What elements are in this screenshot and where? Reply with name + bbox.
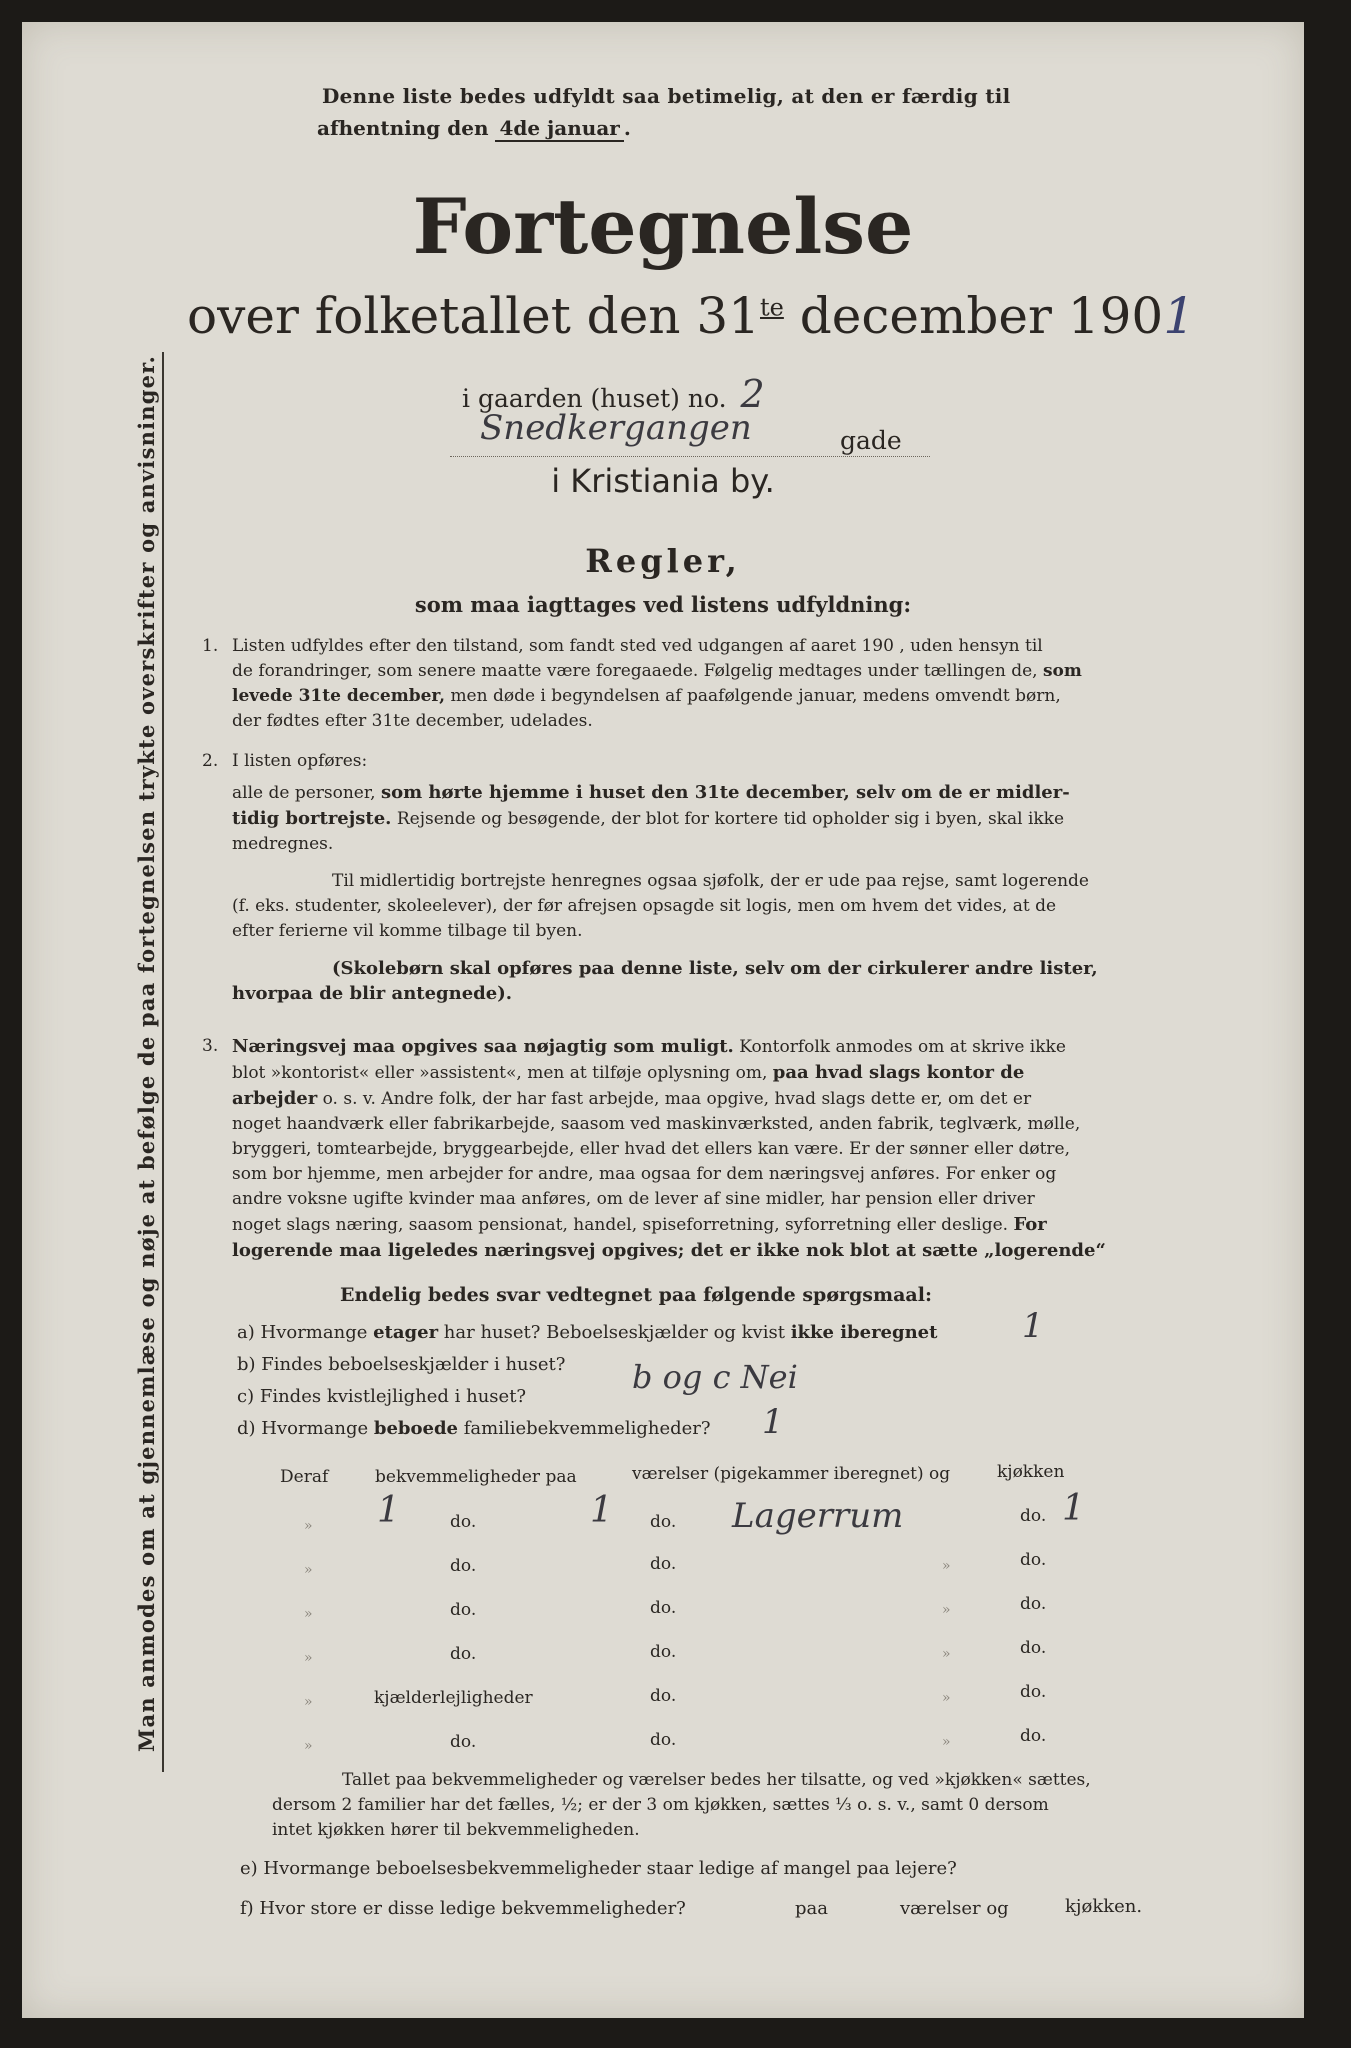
question-b-text: Findes beboelseskjælder i huset? (261, 1354, 566, 1375)
header-notice-suffix: . (623, 116, 631, 140)
table-row-do1: do. (450, 1644, 477, 1664)
rule-2-number: 2. (202, 751, 219, 771)
table-row-do3: do. (1020, 1638, 1047, 1658)
street-label: gade (840, 426, 902, 455)
header-notice-line1: Denne liste bedes udfyldt saa betimelig, at den er færdig til (322, 84, 1011, 108)
question-a-text1: Hvormange (260, 1322, 368, 1343)
subtitle-prefix: over folketallet den 31 (187, 287, 760, 345)
table-row1-count: 1 (377, 1490, 400, 1531)
rule-2-para2-line3: efter ferierne vil komme tilbage til byen. (232, 921, 583, 941)
table-header-kjokken: kjøkken (997, 1462, 1065, 1482)
rule-3-line2a: blot »kontorist« eller »assistent«, men at tilføje oplysning om, (232, 1063, 768, 1083)
question-a-letter: a) (237, 1322, 255, 1343)
rule-3-line9: logerende maa ligeledes næringsvej opgives; det er ikke nok blot at sætte „logerende“ (232, 1240, 1106, 1261)
rule-2-line2a: alle de personer, (232, 783, 376, 803)
table-row-do2: do. (650, 1642, 677, 1662)
question-d-text2: familiebekvemmeligheder? (463, 1418, 711, 1439)
rule-2-line1: I listen opføres: (232, 751, 368, 771)
table-row-kjaelder: kjælderlejligheder (374, 1688, 533, 1708)
table-row1-note: Lagerrum (732, 1496, 904, 1536)
footnote-line1: Tallet paa bekvemmeligheder og værelser bedes her tilsatte, og ved »kjøkken« sættes, (342, 1770, 1091, 1790)
table-row1-do3: do. (1020, 1506, 1047, 1526)
table-row-do3: do. (1020, 1682, 1047, 1702)
rule-3-number: 3. (202, 1036, 219, 1056)
question-f (240, 1896, 1143, 1919)
question-f-paa: paa (795, 1898, 828, 1919)
table-ditto: » (942, 1734, 951, 1750)
header-notice-prefix: afhentning den (317, 116, 489, 140)
question-c (237, 1386, 526, 1407)
question-e-text: Hvormange beboelsesbekvemmeligheder staar ledige af mangel paa lejere? (263, 1858, 957, 1879)
rule-1 (202, 634, 1157, 734)
table-ditto: » (304, 1562, 313, 1578)
rule-2-line3a: tidig bortrejste. (232, 808, 392, 829)
rule-1-line3b: men døde i begyndelsen af paafølgende januar, medens omvendt børn, (450, 686, 1061, 706)
question-a (237, 1322, 937, 1343)
rule-2-para2-line2: (f. eks. studenter, skoleelever), der før afrejsen opsagde sit logis, men om hvem det vides, at de (232, 896, 1057, 916)
rule-3-line2b: paa hvad slags kontor de (772, 1062, 1025, 1083)
table-header-bekv: bekvemmeligheder paa (375, 1467, 577, 1487)
rule-3-line6: som bor hjemme, men arbejder for andre, maa ogsaa for dem næringsvej anføres. For enker og (232, 1164, 1057, 1184)
rule-3-line3a: arbejder (232, 1088, 318, 1109)
rule-2-line2b: som hørte hjemme i huset den 31te december, selv om de er midler- (380, 782, 1070, 803)
rule-3-line1b: Kontorfolk anmodes om at skrive ikke (739, 1037, 1066, 1057)
question-d-bold1: beboede (373, 1418, 459, 1439)
question-f-vaerelser: værelser og (900, 1898, 1009, 1919)
table-row1-do2: do. (650, 1512, 677, 1532)
rule-1-line2b: som (1042, 661, 1082, 681)
rules-heading: Regler, (585, 542, 741, 580)
table-row-do2: do. (650, 1598, 677, 1618)
handwritten-year: 1 (1163, 287, 1196, 345)
table-ditto: » (942, 1602, 951, 1618)
side-instruction: Man anmodes om at gjennemlæse og nøje at befølge de paa fortegnelsen trykte overskrifter og anvisninger. (134, 354, 159, 1752)
question-f-text: Hvor store er disse ledige bekvemmeligheder? (259, 1898, 686, 1919)
question-a-answer: 1 (1022, 1306, 1044, 1346)
footnote-line2: dersom 2 familier har det fælles, ½; er der 3 om kjøkken, sættes ⅓ o. s. v., samt 0 dersom (272, 1795, 1049, 1815)
rule-1-line2a: de forandringer, som senere maatte være foregaaede. Følgelig medtages under tællingen de, (232, 661, 1038, 681)
table-header-vaer: værelser (pigekammer iberegnet) og (632, 1464, 951, 1484)
rule-3-line4: noget haandværk eller fabrikarbejde, saasom ved maskinværksted, anden fabrik, teglværk, mølle, (232, 1114, 1081, 1134)
question-a-bold2: ikke iberegnet (790, 1322, 938, 1343)
rule-2-line4: medregnes. (232, 834, 334, 854)
rule-3-line8b: For (1013, 1214, 1047, 1235)
table-ditto: » (942, 1690, 951, 1706)
rule-1-line4: der fødtes efter 31te december, udelades. (232, 711, 593, 731)
rule-3-line1a: Næringsvej maa opgives saa nøjagtig som muligt. (232, 1036, 734, 1057)
question-a-bold1: etager (373, 1322, 439, 1343)
table-ditto: » (304, 1694, 313, 1710)
rules-subheading: som maa iagttages ved listens udfyldning: (414, 592, 912, 617)
table-row-do3: do. (1020, 1594, 1047, 1614)
question-c-letter: c) (237, 1386, 255, 1407)
footnote (272, 1768, 1172, 1843)
rule-2-line3b: Rejsende og besøgende, der blot for kortere tid opholder sig i byen, skal ikke (396, 809, 1065, 829)
rule-1-line3a: levede 31te december, (232, 686, 446, 706)
table-row-do1: do. (450, 1556, 477, 1576)
rule-2-para3-line1: (Skolebørn skal opføres paa denne liste, selv om der cirkulerer andre lister, (332, 958, 1098, 979)
census-form-page (22, 22, 1304, 2018)
question-f-letter: f) (240, 1898, 254, 1919)
table-row-do1: do. (450, 1600, 477, 1620)
question-b (237, 1354, 565, 1375)
pickup-date: 4de januar (495, 116, 623, 142)
table-row-do3: do. (1020, 1550, 1047, 1570)
table-ditto: » (942, 1558, 951, 1574)
question-e-letter: e) (240, 1858, 258, 1879)
rule-1-number: 1. (202, 636, 219, 656)
table-ditto: » (942, 1646, 951, 1662)
rule-3-line3b: o. s. v. Andre folk, der har fast arbejde, maa opgive, hvad slags dette er, om det er (322, 1089, 1032, 1109)
rule-2 (202, 749, 1157, 1006)
table-row-do2: do. (650, 1730, 677, 1750)
table-row1-rooms: 1 (590, 1490, 613, 1531)
table-ditto: » (304, 1518, 313, 1534)
question-a-text2: har huset? Beboelseskjælder og kvist (443, 1322, 785, 1343)
question-d-answer: 1 (762, 1402, 784, 1442)
page-subtitle (187, 287, 1195, 345)
header-notice-line2 (317, 116, 631, 140)
house-number-handwritten: 2 (740, 372, 765, 416)
question-b-letter: b) (237, 1354, 256, 1375)
street-handwritten: Snedkergangen (480, 408, 752, 448)
rule-3-line7: andre voksne ugifte kvinder maa anføres, om de lever af sine midler, har pension eller driver (232, 1189, 1035, 1209)
table-ditto: » (304, 1606, 313, 1622)
table-row-do3: do. (1020, 1726, 1047, 1746)
page-title: Fortegnelse (412, 182, 914, 271)
table-row1-do1: do. (450, 1512, 477, 1532)
question-e (240, 1858, 957, 1879)
rule-3 (202, 1034, 1157, 1263)
subtitle-year-prefix: december 190 (799, 287, 1164, 345)
rule-3-line5: bryggeri, tomtearbejde, bryggearbejde, eller hvad det ellers kan være. Er der sønner eller døtre, (232, 1139, 1070, 1159)
rule-3-line8a: noget slags næring, saasom pensionat, handel, spiseforretning, syforretning eller deslige. (232, 1215, 1009, 1235)
questions-heading: Endelig bedes svar vedtegnet paa følgende spørgsmaal: (340, 1284, 932, 1306)
table-row-do2: do. (650, 1686, 677, 1706)
table-row-do1: do. (450, 1732, 477, 1752)
question-bc-answer: b og c Nei (632, 1358, 798, 1396)
table-row1-kitchen: 1 (1062, 1488, 1085, 1529)
city-line: i Kristiania by. (551, 462, 775, 500)
question-f-kjokken: kjøkken. (1065, 1896, 1143, 1917)
subtitle-superscript: te (760, 293, 784, 322)
table-header-deraf: Deraf (280, 1467, 329, 1487)
house-label: i gaarden (huset) no. (462, 384, 727, 413)
question-d-text1: Hvormange (261, 1418, 369, 1439)
table-row-do2: do. (650, 1554, 677, 1574)
rule-2-para3-line2: hvorpaa de blir antegnede). (232, 983, 512, 1004)
question-d (237, 1418, 711, 1439)
footnote-line3: intet kjøkken hører til bekvemmeligheden. (272, 1820, 640, 1840)
question-c-text: Findes kvistlejlighed i huset? (259, 1386, 527, 1407)
street-line (450, 408, 930, 457)
rule-1-line1: Listen udfyldes efter den tilstand, som fandt sted ved udgangen af aaret 190 , uden hensyn til (232, 636, 1043, 656)
question-d-letter: d) (237, 1418, 256, 1439)
rule-2-para2-line1: Til midlertidig bortrejste henregnes ogsaa sjøfolk, der er ude paa rejse, samt logerende (332, 871, 1089, 891)
table-ditto: » (304, 1650, 313, 1666)
table-ditto: » (304, 1738, 313, 1754)
